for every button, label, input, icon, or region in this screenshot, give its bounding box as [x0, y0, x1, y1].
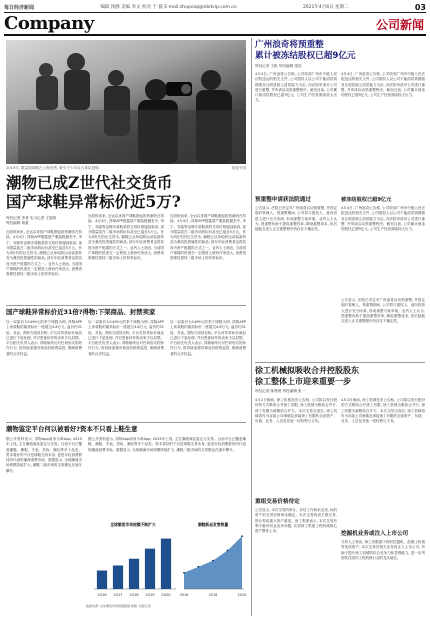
story-3-col-2b: 分析人士指出, 徐工有限旗下拥有挖掘机、混凝土机械等优质资产, 本次交易后相关业务将注入上市公司, 有助于提升徐工机械的综合竞争力和盈利能力, 进一步巩固其在国内工程机械行业的龙头地位。	[341, 540, 425, 560]
body2-col-3: 以一双原价为1499元的李宁球鞋为例, 得物APP上该款鞋的最高标价一度超过4.8万元, 溢价约31倍。对此, 得物方面回应称, 平台对异常标价商品已进行下架处理, 并对恶意炒作的卖家予以封禁。平台相关负责人表示, 得物始终反对任何形式的炒作行为, 将持续加强对商品价格的监管, 保障消费者的合法权益。	[170, 320, 246, 356]
chart-2-title: 潮鞋新品发售数量	[197, 522, 229, 527]
tick-label-2016: 2016	[180, 593, 189, 597]
story-3-col-2: 4月2日晚间, 徐工机械发布公告称, 公司拟以发行股份的方式吸收合并徐工有限, 徐工机械为吸收合并方, 徐工有限为被吸收合并方。本次交易完成后, 徐工机械将作为存续公司承继及承接徐工有限的全部资产、负债、业务、人员及其他一切权利与义务。	[341, 398, 425, 424]
body2-col-1: 以一双原价为1499元的李宁球鞋为例, 得物APP上该款鞋的最高标价一度超过4.8万元, 溢价约31倍。对此, 得物方面回应称, 平台对异常标价商品已进行下架处理, 并对恶意炒作的卖家予以封禁。平台相关负责人表示, 得物始终反对任何形式的炒作行为, 将持续加强对商品价格的监管, 保障消费者的合法权益。	[6, 320, 82, 356]
body2-col-2: 以一双原价为1499元的李宁球鞋为例, 得物APP上该款鞋的最高标价一度超过4.8万元, 溢价约31倍。对此, 得物方面回应称, 平台对异常标价商品已进行下架处理, 并对恶意炒作的卖家予以封禁。平台相关负责人表示, 得物始终反对任何形式的炒作行为, 将持续加强对商品价格的监管, 保障消费者的合法权益。	[88, 320, 164, 356]
lead-headline	[6, 173, 246, 211]
story-2-body-b: 公告显示, 法院已决定对广州浪奇启动预重整, 并指定临时管理人。预重整期间, 公司将与债权人、意向投资人进行充分协商, 形成重整方案草案。业内人士认为, 预重整有助于提高重整效率, 降低重整成本, 但后续能否进入正式重整程序仍存在不确定性。	[341, 298, 425, 324]
story-1-headline-line-2: 累计被冻结股权已超9亿元	[255, 51, 356, 61]
body3-col-2: 据公开资料显示, 得物App前身为毒App, 2015年上线, 主打潮流商品鉴定与交易。目前平台已覆盖潮鞋、潮服、手表、美妆、潮玩等多个品类。资本看好的不仅是球鞋交易本身, 更是年轻消费群体所代表的潮流消费市场。数据显示, 全球潮流市场规模持续扩大, 潮鞋二级市场的交易额也在逐年攀升。	[88, 437, 246, 452]
section-rule	[4, 34, 426, 36]
lead-body-col-3: 近段时间来, 全运以来国产球鞋掀起的热潮仍在持续。4月4日, 得物APP披露国产服装鞋履类中, 李宁、安踏等品牌多款鞋款的交易价格屡创新高, 部分限量款在二级市场的标价甚至已接近5万元。作为Z世代的社交货币, 潮鞋已从单纯的运动装备转变为兼具投资属性的商品, 部分年轻消费者也将其视为资产配置的方式之一。业内人士指出, 当前国产球鞋的热度在一定程度上被炒作所放大, 消费者需理性看待二级市场上的异常标价。	[170, 214, 246, 261]
story-3-col-1: 4月2日晚间, 徐工机械发布公告称, 公司拟以发行股份的方式吸收合并徐工有限, 徐工机械为吸收合并方, 徐工有限为被吸收合并方。本次交易完成后, 徐工机械将作为存续公司承继及承接徐工有限的全部资产、负债、业务、人员及其他一切权利与义务。	[255, 398, 337, 424]
chart-1-title: 全球潮流市场规模不断扩大	[110, 522, 156, 527]
bar-2018	[129, 559, 139, 589]
tick-label-2018: 2018	[129, 593, 139, 597]
story-3-subhead: 重组交易价格待定	[255, 499, 300, 505]
bar-2020	[161, 539, 171, 589]
section-title-en: Company	[4, 13, 94, 34]
chart-market-size	[88, 522, 178, 602]
tick-label-2020: 2020	[237, 593, 246, 597]
page-number: 03	[414, 2, 426, 12]
issue-date: 2021年4月6日 星期二	[302, 5, 349, 10]
photo-illustration	[6, 40, 246, 164]
photo-caption	[6, 166, 246, 171]
story-1-headline-line-1: 广州浪奇将预重整	[255, 40, 324, 50]
story-3-col-1b: 公告显示, 本次交易的审计、评估工作尚未完成, 标的资产的交易价格尚未确定。本次交易构成关联交易, 预计构成重大资产重组。徐工集团表示, 本次交易有利于解决同业竞争问题, 实现徐工集团工程机械核心资产整体上市。	[255, 508, 337, 534]
tick-label-2020: 2020	[161, 593, 171, 597]
story-2-headline: 预重整申请获法院通过	[255, 197, 311, 203]
divider	[255, 362, 425, 363]
story-1-col-2: 4月4日, 广州浪奇公告称, 公司收到广州市中级人民法院送达的相关文件, 公司债权人以公司不能清偿到期债务且明显缺乏清偿能力为由, 向法院申请对公司进行重整, 并申请启动预重整程序。截至目前, 公司累计被冻结股权已超9亿元, 公司生产经营面临较大压力。	[341, 72, 425, 98]
point-2018	[212, 560, 214, 562]
story-3-headline-line-2: 徐工整体上市迎来重要一步	[255, 376, 351, 386]
point-2016	[183, 572, 185, 574]
story-1-col-1: 4月4日, 广州浪奇公告称, 公司收到广州市中级人民法院送达的相关文件, 公司债权人以公司不能清偿到期债务且明显缺乏清偿能力为由, 向法院申请对公司进行重整, 并申请启动预重整程序。截至目前, 公司累计被冻结股权已超9亿元, 公司生产经营面临较大压力。	[255, 72, 337, 103]
column-divider	[251, 38, 252, 616]
story-1-byline: 每经记者 王帆 每经编辑 梁浩	[255, 64, 302, 68]
subhead-1: 国产球鞋异常标价近31倍?得物:下架商品、封禁卖家	[6, 308, 156, 316]
lead-photo	[6, 40, 246, 164]
bar-2017	[113, 565, 123, 589]
story-3-headline	[255, 366, 425, 387]
bar-2019	[145, 549, 155, 589]
byline-editor: 每经编辑 杨夏	[6, 221, 29, 225]
section-title-cn: 公司新闻	[375, 18, 424, 32]
chart-2-svg	[180, 527, 246, 599]
point-2019	[227, 550, 229, 552]
editor-credits: 编辑 汤静 美编 李文 校对 于 毅 E-mail:zhupeiqi@nbdvip.com.cn	[100, 5, 237, 10]
byline-reporters: 每经记者 李者 实习记者 王展鸿	[6, 216, 57, 220]
bar-2016	[97, 571, 107, 589]
story-3-byline: 每经记者 陈晨晨 每经编辑 张一	[255, 389, 306, 393]
chart-1-svg	[88, 527, 178, 599]
story-2-body: 公告显示, 法院已决定对广州浪奇启动预重整, 并指定临时管理人。预重整期间, 公司将与债权人、意向投资人进行充分协商, 形成重整方案草案。业内人士认为, 预重整有助于提高重整效率, 降低重整成本, 但后续能否进入正式重整程序仍存在不确定性。	[255, 206, 337, 232]
point-2017	[198, 566, 200, 568]
story-3-subhead-2: 挖掘机业务或注入上市公司	[341, 531, 409, 537]
divider	[6, 422, 246, 423]
lead-body-col-1: 近段时间来, 全运以来国产球鞋掀起的热潮仍在持续。4月4日, 得物APP披露国产服装鞋履类中, 李宁、安踏等品牌多款鞋款的交易价格屡创新高, 部分限量款在二级市场的标价甚至已接近5万元。作为Z世代的社交货币, 潮鞋已从单纯的运动装备转变为兼具投资属性的商品, 部分年轻消费者也将其视为资产配置的方式之一。业内人士指出, 当前国产球鞋的热度在一定程度上被炒作所放大, 消费者需理性看待二级市场上的异常标价。	[6, 230, 82, 277]
photo-credit: 视觉中国	[231, 166, 246, 170]
chart-sneaker-release	[180, 522, 246, 602]
story-1-subhead: 被冻结股权已超9亿元	[341, 197, 392, 203]
story-1-col-2b: 4月4日, 广州浪奇公告称, 公司收到广州市中级人民法院送达的相关文件, 公司债权人以公司不能清偿到期债务且明显缺乏清偿能力为由, 向法院申请对公司进行重整, 并申请启动预重整程序。截至目前, 公司累计被冻结股权已超9亿元, 公司生产经营面临较大压力。	[341, 206, 425, 232]
tick-label-2019: 2019	[145, 593, 155, 597]
body3-col-1: 据公开资料显示, 得物App前身为毒App, 2015年上线, 主打潮流商品鉴定与交易。目前平台已覆盖潮鞋、潮服、手表、美妆、潮玩等多个品类。资本看好的不仅是球鞋交易本身, 更是年轻消费群体所代表的潮流消费市场。数据显示, 全球潮流市场规模持续扩大, 潮鞋二级市场的交易额也在逐年攀升。	[6, 437, 82, 473]
area-series	[184, 536, 242, 589]
story-1-headline	[255, 40, 425, 62]
subhead-2: 潮物鉴定平台何以被看好?资本不只看上鞋生意	[6, 425, 138, 433]
lead-byline	[6, 216, 56, 226]
headline-line-1: 潮物已成Z世代社交货币	[6, 173, 173, 192]
tick-label-2017: 2017	[113, 593, 123, 597]
caption-text: 2019年, 限量版球鞋在上海发售, 吸引不少年轻人排队抢购	[6, 166, 99, 170]
story-3-headline-line-1: 徐工机械拟吸收合并控股股东	[255, 366, 359, 375]
lead-body-col-2: 近段时间来, 全运以来国产球鞋掀起的热潮仍在持续。4月4日, 得物APP披露国产服装鞋履类中, 李宁、安踏等品牌多款鞋款的交易价格屡创新高, 部分限量款在二级市场的标价甚至已接近5万元。作为Z世代的社交货币, 潮鞋已从单纯的运动装备转变为兼具投资属性的商品, 部分年轻消费者也将其视为资产配置的方式之一。业内人士指出, 当前国产球鞋的热度在一定程度上被炒作所放大, 消费者需理性看待二级市场上的异常标价。	[88, 214, 164, 261]
tick-label-2018: 2018	[208, 593, 218, 597]
point-2020	[241, 535, 243, 537]
paper-name: 每日经济新闻	[4, 4, 35, 11]
chart-source-note: 数据来源: 全球潮流市场规模数据 制图: 每经记者	[86, 604, 151, 608]
divider	[6, 305, 246, 306]
tick-label-2016: 2016	[97, 593, 107, 597]
top-info-bar	[4, 3, 426, 11]
headline-line-2: 国产球鞋异常标价近5万?	[6, 192, 181, 211]
